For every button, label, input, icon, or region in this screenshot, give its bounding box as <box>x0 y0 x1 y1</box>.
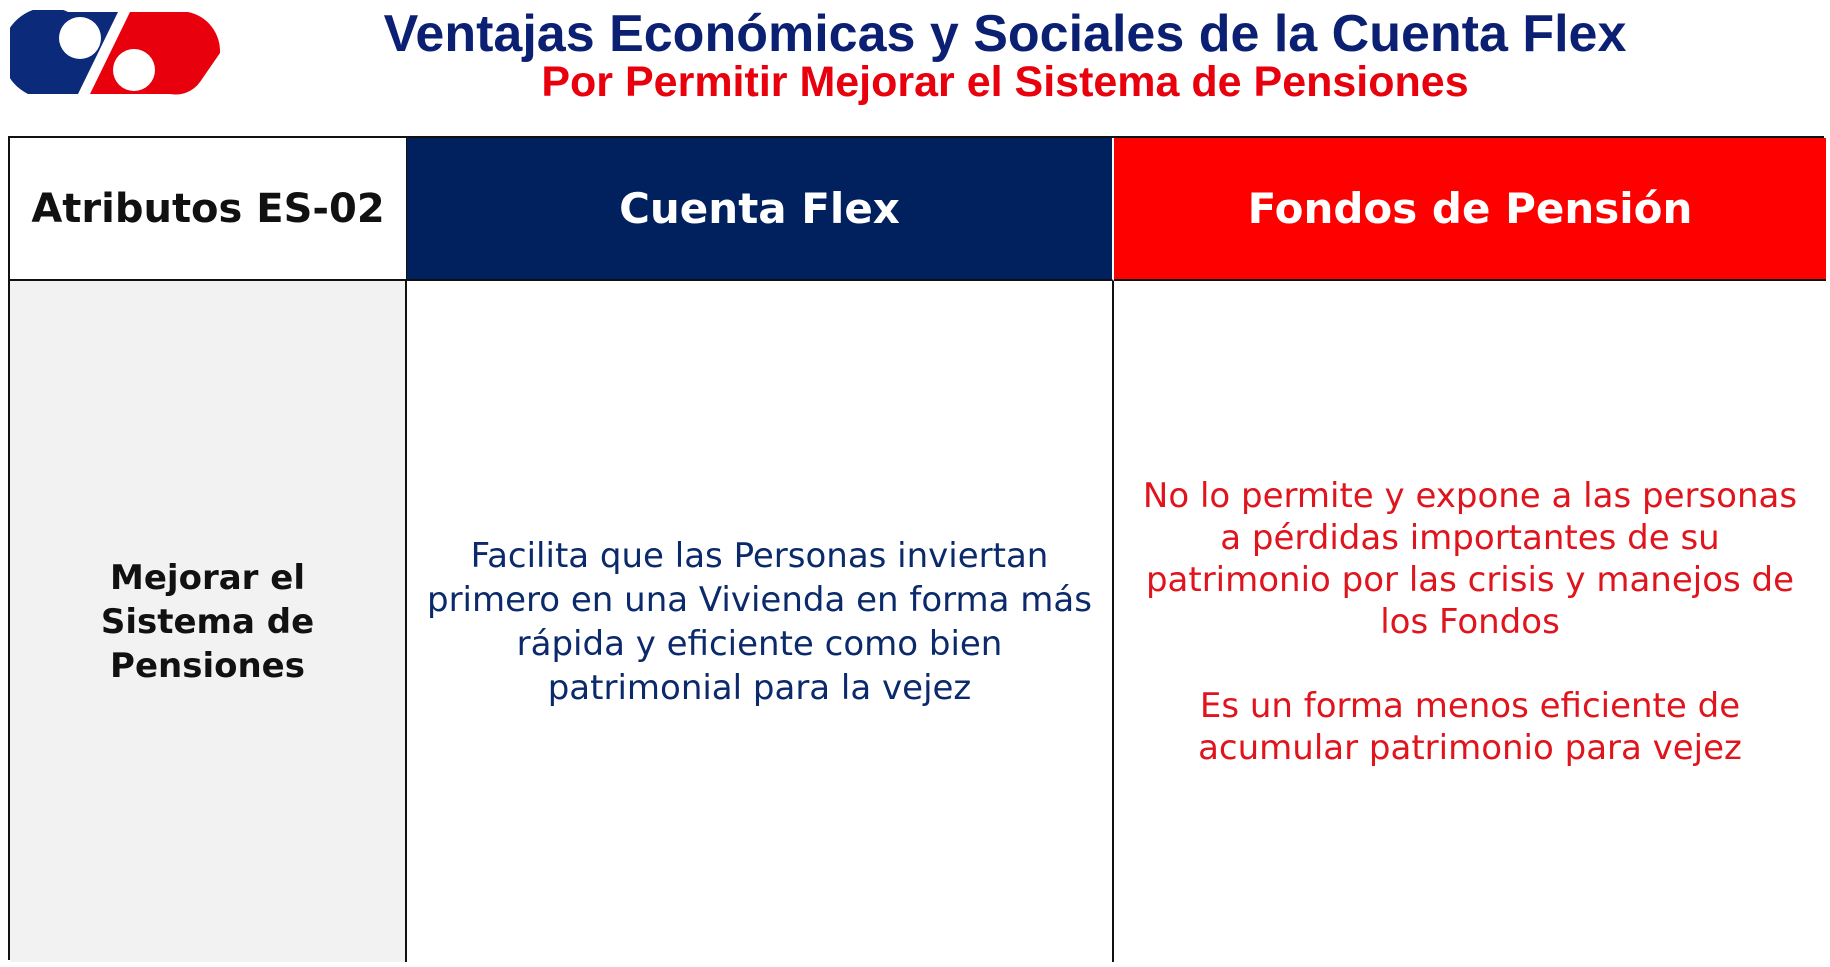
page-subtitle: Por Permitir Mejorar el Sistema de Pensiones <box>541 58 1469 106</box>
brand-logo-icon <box>10 10 220 96</box>
header-cuenta-flex: Cuenta Flex <box>407 138 1114 281</box>
header-atributos: Atributos ES-02 <box>10 138 407 281</box>
attribute-cell: Mejorar el Sistema de Pensiones <box>10 281 407 962</box>
fondos-pension-paragraph: No lo permite y expone a las personas a pérdidas importantes de su patrimonio por las crisis y manejos de los Fondos <box>1142 475 1798 642</box>
fondos-pension-cell <box>1114 281 1826 962</box>
fondos-pension-paragraph: Es un forma menos eficiente de acumular patrimonio para vejez <box>1198 685 1742 768</box>
cuenta-flex-cell: Facilita que las Personas inviertan primero en una Vivienda en forma más rápida y eficiente como bien patrimonial para la vejez <box>407 281 1114 962</box>
page-title: Ventajas Económicas y Sociales de la Cuenta Flex <box>383 5 1627 63</box>
header-fondos-pension: Fondos de Pensión <box>1114 138 1826 281</box>
comparison-table <box>8 136 1824 960</box>
